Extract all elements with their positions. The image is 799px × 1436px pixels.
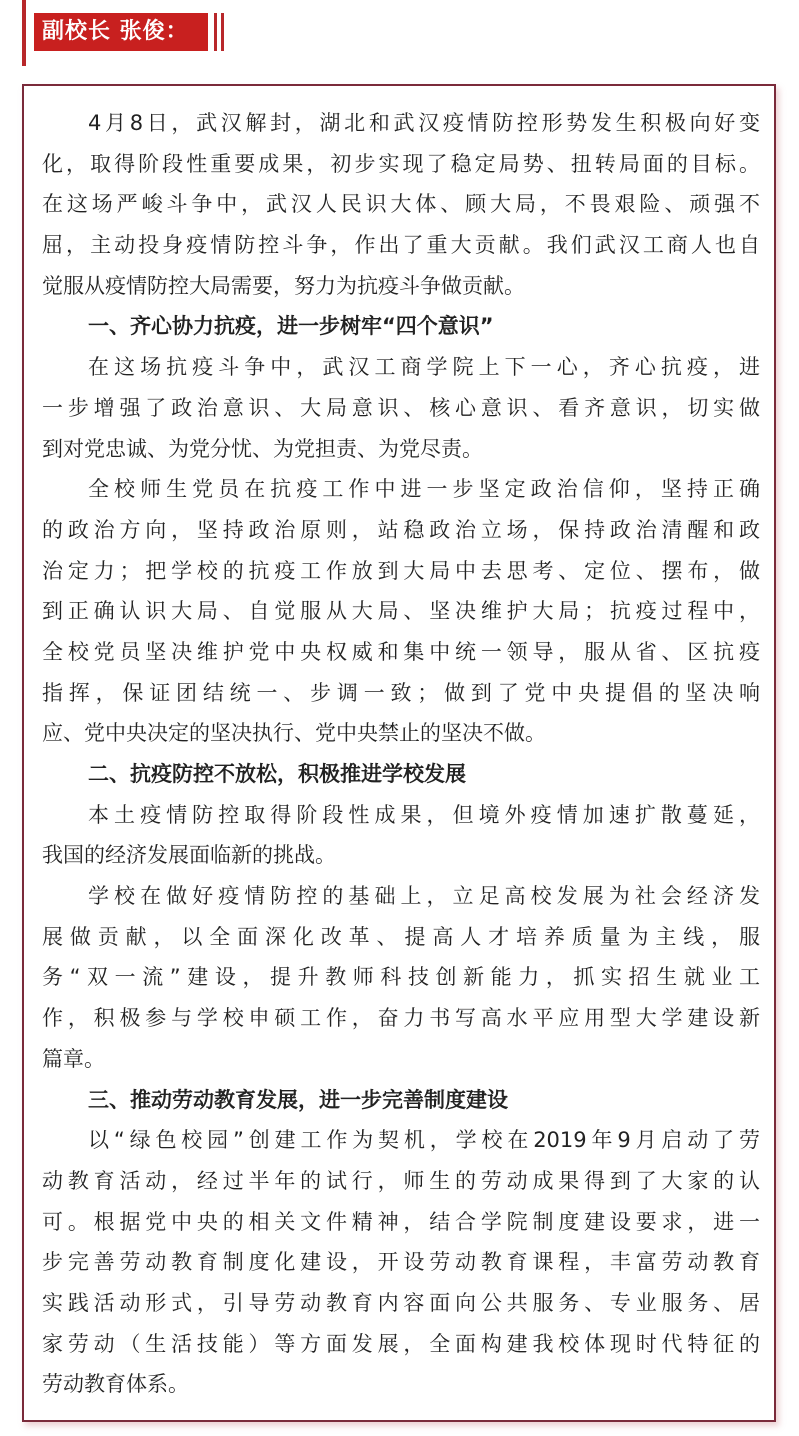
text-line: 的政治方向，坚持政治原则，站稳政治立场，保持政治清醒和政 xyxy=(42,517,760,542)
text-line: 动教育活动，经过半年的试行，师生的劳动成果得到了大家的认 xyxy=(42,1168,760,1193)
paragraph xyxy=(42,876,760,1079)
text-line: 到正确认识大局、自觉服从大局、坚决维护大局；抗疫过程中， xyxy=(42,599,760,624)
text-line: 全校师生党员在抗疫工作中进一步坚定政治信仰，坚持正确 xyxy=(88,477,760,502)
text-line: 篇章。 xyxy=(42,1046,105,1071)
section-heading xyxy=(42,1080,760,1121)
text-line: 劳动教育体系。 xyxy=(42,1372,189,1397)
text-line: 步完善劳动教育制度化建设，开设劳动教育课程，丰富劳动教育 xyxy=(42,1250,760,1275)
text-line: 实践活动形式，引导劳动教育内容面向公共服务、专业服务、居 xyxy=(42,1290,760,1315)
text-line: 4月8日，武汉解封，湖北和武汉疫情防控形势发生积极向好变 xyxy=(88,111,760,135)
text-line: 一、齐心协力抗疫，进一步树牢“四个意识” xyxy=(88,314,494,339)
text-line: 在这场严峻斗争中，武汉人民识大体、顾大局，不畏艰险、顽强不 xyxy=(42,192,760,217)
text-line: 化，取得阶段性重要成果，初步实现了稳定局势、扭转局面的目标。 xyxy=(42,151,760,176)
text-line: 三、推动劳动教育发展，进一步完善制度建设 xyxy=(88,1087,508,1112)
paragraph xyxy=(42,347,760,469)
text-line: 应、党中央决定的坚决执行、党中央禁止的坚决不做。 xyxy=(42,721,546,746)
text-line: 到对党忠诚、为党分忧、为党担责、为党尽责。 xyxy=(42,436,483,461)
text-line: 作，积极参与学校申硕工作，奋力书写高水平应用型大学建设新 xyxy=(42,1006,760,1031)
accent-bar xyxy=(22,0,26,66)
text-line: 觉服从疫情防控大局需要，努力为抗疫斗争做贡献。 xyxy=(42,273,525,298)
text-line: 可。根据党中央的相关文件精神，结合学院制度建设要求，进一 xyxy=(42,1209,760,1234)
paragraph xyxy=(42,1120,760,1405)
text-line: 二、抗疫防控不放松，积极推进学校发展 xyxy=(88,762,466,786)
text-line: 指挥，保证团结统一、步调一致；做到了党中央提倡的坚决响 xyxy=(42,680,760,705)
text-line: 在这场抗疫斗争中，武汉工商学院上下一心，齐心抗疫，进 xyxy=(88,355,760,380)
text-line: 一步增强了政治意识、大局意识、核心意识、看齐意识，切实做 xyxy=(42,395,760,420)
paragraph xyxy=(42,103,760,306)
section-title: 副校长 张俊： xyxy=(34,13,208,51)
section-heading xyxy=(42,306,760,347)
paragraph xyxy=(42,469,760,754)
title-decoration xyxy=(221,13,224,51)
article-body xyxy=(42,103,760,1405)
text-line: 全校党员坚决维护党中央权威和集中统一领导，服从省、区抗疫 xyxy=(42,639,760,664)
text-line: 展做贡献，以全面深化改革、提高人才培养质量为主线，服 xyxy=(42,924,760,949)
text-line: 务“双一流”建设，提升教师科技创新能力，抓实招生就业工 xyxy=(42,965,760,990)
title-decoration xyxy=(214,13,217,51)
text-line: 家劳动（生活技能）等方面发展，全面构建我校体现时代特征的 xyxy=(42,1331,760,1356)
text-line: 我国的经济发展面临新的挑战。 xyxy=(42,843,336,868)
section-heading xyxy=(42,754,760,795)
text-line: 本土疫情防控取得阶段性成果，但境外疫情加速扩散蔓延， xyxy=(88,802,760,827)
text-line: 学校在做好疫情防控的基础上，立足高校发展为社会经济发 xyxy=(88,884,760,909)
text-line: 治定力；把学校的抗疫工作放到大局中去思考、定位、摆布，做 xyxy=(42,558,760,583)
paragraph xyxy=(42,795,760,876)
text-line: 以“绿色校园”创建工作为契机，学校在2019年9月启动了劳 xyxy=(88,1128,760,1153)
text-line: 屈，主动投身疫情防控斗争，作出了重大贡献。我们武汉工商人也自 xyxy=(42,233,760,258)
